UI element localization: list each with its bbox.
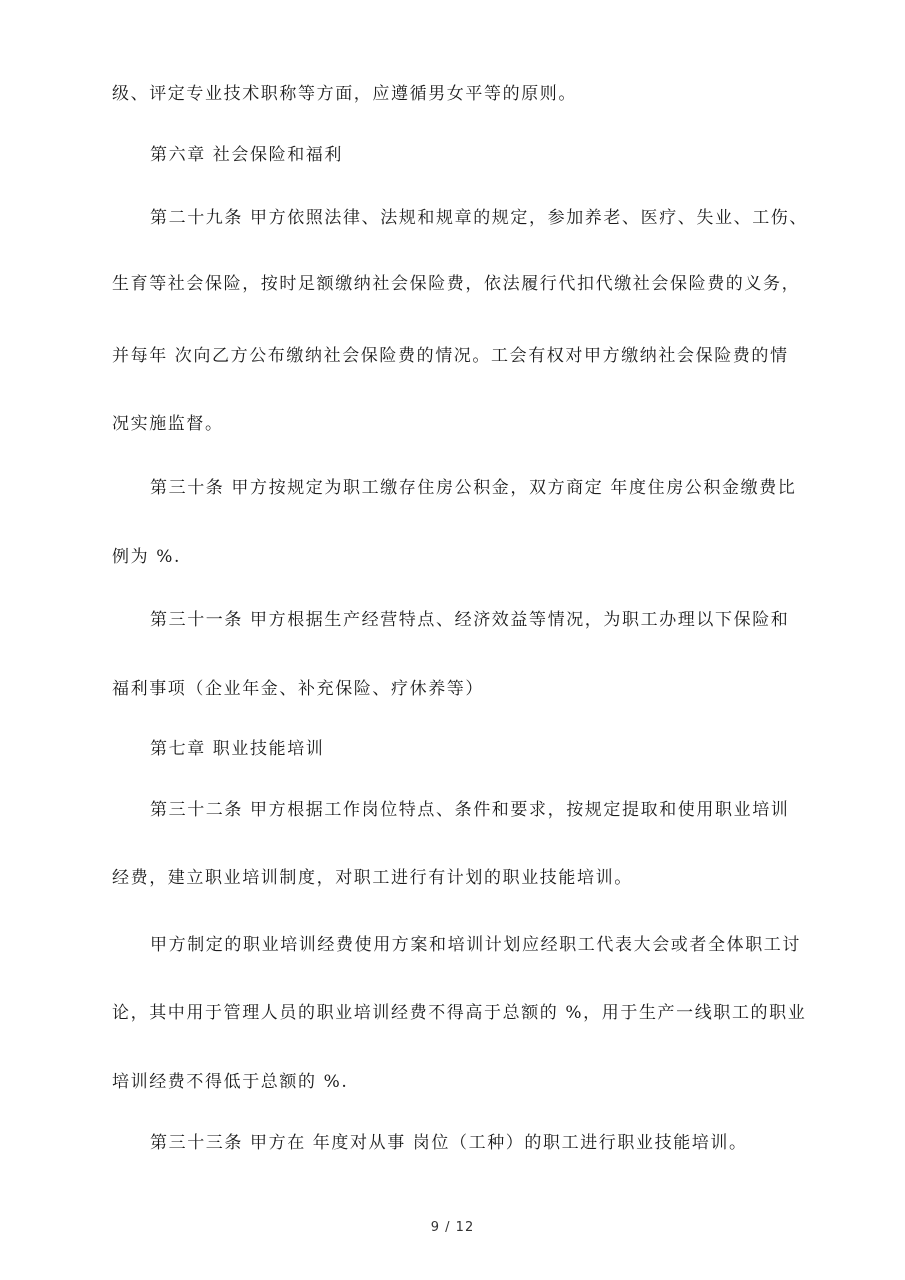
article-32-line-1: 第三十二条 甲方根据工作岗位特点、条件和要求，按规定提取和使用职业培训 — [150, 800, 790, 820]
article-32-para-2-line-2: 论，其中用于管理人员的职业培训经费不得高于总额的 %，用于生产一线职工的职业 — [112, 1003, 807, 1023]
article-29-line-4: 况实施监督。 — [112, 414, 224, 434]
article-32-para-2-line-3: 培训经费不得低于总额的 %. — [112, 1072, 349, 1092]
page-number: 9 / 12 — [430, 1220, 475, 1235]
article-30-line-2: 例为 %. — [112, 547, 181, 567]
article-29-line-1: 第二十九条 甲方依照法律、法规和规章的规定，参加养老、医疗、失业、工伤、 — [150, 208, 809, 228]
article-29-line-2: 生育等社会保险，按时足额缴纳社会保险费，依法履行代扣代缴社会保险费的义务， — [112, 274, 801, 294]
article-31-line-1: 第三十一条 甲方根据生产经营特点、经济效益等情况，为职工办理以下保险和 — [150, 610, 790, 630]
article-33-line-1: 第三十三条 甲方在 年度对从事 岗位（工种）的职工进行职业技能培训。 — [150, 1133, 748, 1153]
chapter-heading-7: 第七章 职业技能培训 — [150, 739, 325, 759]
article-32-line-2: 经费，建立职业培训制度，对职工进行有计划的职业技能培训。 — [112, 868, 633, 888]
article-29-line-3: 并每年 次向乙方公布缴纳社会保险费的情况。工会有权对甲方缴纳社会保险费的情 — [112, 346, 789, 366]
article-31-line-2: 福利事项（企业年金、补充保险、疗休养等） — [112, 679, 484, 699]
chapter-heading-6: 第六章 社会保险和福利 — [150, 145, 344, 165]
article-30-line-1: 第三十条 甲方按规定为职工缴存住房公积金，双方商定 年度住房公积金缴费比 — [150, 478, 797, 498]
text-line-continuation: 级、评定专业技术职称等方面，应遵循男女平等的原则。 — [112, 84, 577, 104]
article-32-para-2-line-1: 甲方制定的职业培训经费使用方案和培训计划应经职工代表大会或者全体职工讨 — [150, 935, 801, 955]
